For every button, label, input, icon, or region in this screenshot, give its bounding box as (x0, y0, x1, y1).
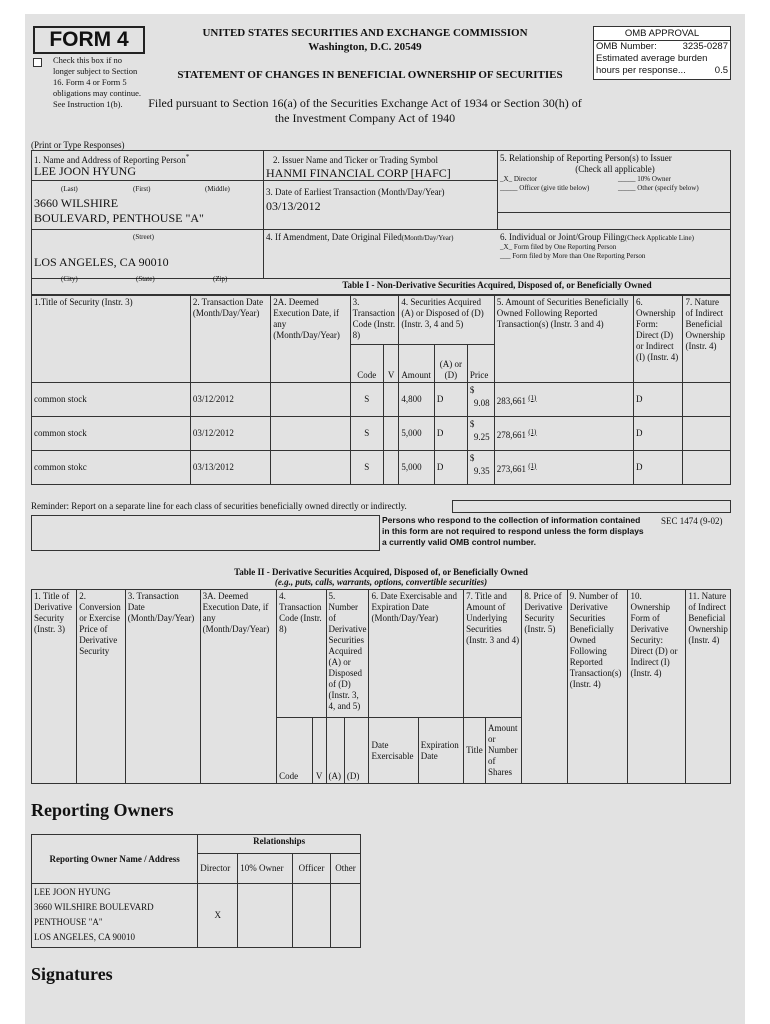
omb-approval-box (593, 26, 731, 80)
t1-h-price: Price (467, 345, 494, 383)
table-row (32, 383, 731, 417)
t1-h-code-sub: Code (350, 345, 383, 383)
row-form: D (633, 417, 683, 451)
row-form: D (633, 383, 683, 417)
state-label: (State) (136, 275, 155, 283)
t2-h-date-ex: Date Exercisable (369, 718, 418, 784)
row-owned: 273,661 $^{(1)}$ (494, 451, 633, 485)
print-note: (Print or Type Responses) (31, 140, 125, 150)
reporting-owners-heading: Reporting Owners (31, 800, 174, 820)
t2-h-exp: Expiration Date (418, 718, 463, 784)
filed-pursuant-2: the Investment Company Act of 1940 (274, 111, 456, 125)
ro-h-relationships: Relationships (198, 835, 361, 854)
t1-h-form: 6. Ownership Form: Direct (D) or Indirect (I) (Instr. 4) (633, 296, 683, 383)
t2-h-amount-col: Amount or Number of Shares (486, 718, 522, 784)
t2-h-a: (A) (326, 718, 344, 784)
row-ad: D (434, 383, 467, 417)
agency-city: Washington, D.C. 20549 (308, 41, 422, 53)
issuer-name: HANMI FINANCIAL CORP [HAFC] (266, 166, 451, 180)
t2-h-code: 4. Transaction Code (Instr. 8) (277, 590, 326, 718)
row-code: S (350, 417, 383, 451)
row-code: S (350, 451, 383, 485)
street-line-2: BOULEVARD, PENTHOUSE "A" (34, 211, 204, 225)
zip-label: (Zip) (213, 275, 228, 283)
no-longer-subject-checkbox[interactable] (33, 58, 42, 67)
row-title: common stock (32, 417, 191, 451)
omb-number-label: OMB Number: (596, 41, 657, 52)
filing-more: ___ Form filed by More than One Reporting Person (500, 252, 646, 260)
t1-h-date: 2. Transaction Date (Month/Day/Year) (190, 296, 270, 383)
row-owned: 278,661 $^{(1)}$ (494, 417, 633, 451)
signatures-heading: Signatures (31, 964, 113, 984)
checkbox-text: Check this box if no longer subject to Section 16. Form 4 or Form 5 obligations may continue. See Instruction 1(b). (53, 55, 142, 109)
street-line-1: 3660 WILSHIRE (34, 196, 119, 210)
rel-ten-pct: _____ 10% Owner (618, 175, 671, 183)
row-date: 03/12/2012 (190, 383, 270, 417)
city-label: (City) (61, 275, 78, 283)
t1-h-aord: (A) or (D) (434, 345, 467, 383)
footnote-link[interactable]: (1) (528, 393, 537, 402)
t2-h-title-col: Title (464, 718, 486, 784)
t2-h-d: (D) (344, 718, 369, 784)
form-title: FORM 4 (49, 28, 129, 51)
t2-h-title: 1. Title of Derivative Security (Instr. 3) (32, 590, 77, 784)
filed-pursuant-1: Filed pursuant to Section 16(a) of the Securities Exchange Act of 1934 or Section 30(h) of (148, 96, 582, 110)
reporter-name: LEE JOON HYUNG (34, 164, 136, 178)
t1-h-nature: 7. Nature of Indirect Beneficial Ownership (Instr. 4) (683, 296, 731, 383)
field2-label: 2. Issuer Name and Ticker or Trading Symbol (273, 155, 438, 165)
reporting-owners-table (31, 834, 361, 948)
row-date: 03/13/2012 (190, 451, 270, 485)
reminder-text: Reminder: Report on a separate line for each class of securities beneficially owned directly or indirectly. (31, 501, 407, 511)
earliest-date: 03/13/2012 (266, 199, 321, 213)
first-label: (First) (133, 185, 151, 193)
t1-h-code: 3. Transaction Code (Instr. 8) (350, 296, 399, 345)
row-price: $ 9.25 (467, 417, 494, 451)
omb-number: 3235-0287 (682, 41, 728, 52)
street-label: (Street) (133, 233, 154, 241)
t2-h-code-sub: Code (277, 718, 312, 784)
ro-h-officer: Officer (293, 854, 331, 884)
field6-label: 6. Individual or Joint/Group Filing(Check Applicable Line) (500, 232, 694, 242)
sec-code: SEC 1474 (9-02) (661, 516, 723, 526)
form-title-box (33, 26, 145, 54)
t2-h-nature: 11. Nature of Indirect Beneficial Ownership (Instr. 4) (686, 590, 731, 784)
t1-h-v: V (383, 345, 398, 383)
t2-h-price: 8. Price of Derivative Security (Instr. 5) (522, 590, 567, 784)
t2-h-number: 5. Number of Derivative Securities Acquired (A) or Disposed of (D) (Instr. 3, 4, and 5) (326, 590, 369, 718)
t2-h-deemed: 3A. Deemed Execution Date, if any (Month/Day/Year) (200, 590, 277, 784)
row-price: $ 9.08 (467, 383, 494, 417)
field3-label: 3. Date of Earliest Transaction (Month/Day/Year) (266, 187, 445, 197)
t2-h-conversion: 2. Conversion or Exercise Price of Derivative Security (77, 590, 125, 784)
omb-hours: 0.5 (714, 65, 728, 76)
row-amount: 5,000 (399, 417, 435, 451)
reminder-box (452, 500, 731, 513)
row-amount: 5,000 (399, 451, 435, 485)
table1-title: Table I - Non-Derivative Securities Acquired, Disposed of, or Beneficially Owned (342, 280, 652, 290)
t2-h-owned: 9. Number of Derivative Securities Beneficially Owned Following Reported Transaction(s) (Instr. 4) (567, 590, 628, 784)
filing-one: _X_ Form filed by One Reporting Person (500, 243, 617, 251)
city-line: LOS ANGELES, CA 90010 (34, 255, 169, 269)
row-ad: D (434, 451, 467, 485)
ro-h-other: Other (331, 854, 361, 884)
row-date: 03/12/2012 (190, 417, 270, 451)
table-row (32, 451, 731, 485)
field5-label: 5. Relationship of Reporting Person(s) to Issuer (500, 153, 672, 163)
rel-director: _X_ Director (500, 175, 538, 183)
table-row (32, 884, 361, 948)
row-ad: D (434, 417, 467, 451)
table2 (31, 589, 731, 784)
field4-label: 4. If Amendment, Date Original Filed(Month/Day/Year) (266, 232, 454, 242)
row-title: common stokc (32, 451, 191, 485)
t1-h-acquired: 4. Securities Acquired (A) or Disposed of (D) (Instr. 3, 4 and 5) (399, 296, 494, 345)
omb-burden-label: Estimated average burden (596, 53, 708, 64)
table2-title: Table II - Derivative Securities Acquired, Disposed of, or Beneficially Owned (234, 567, 528, 577)
footnote-link[interactable]: (1) (528, 461, 537, 470)
ro-owner-address: LEE JOON HYUNG 3660 WILSHIRE BOULEVARD PENTHOUSE "A" LOS ANGELES, CA 90010 (32, 884, 198, 948)
ro-h-director: Director (198, 854, 238, 884)
t1-h-title: 1.Title of Security (Instr. 3) (32, 296, 191, 383)
row-owned: 283,661 $^{(1)}$ (494, 383, 633, 417)
t2-h-form: 10. Ownership Form of Derivative Security: Direct (D) or Indirect (I) (Instr. 4) (628, 590, 686, 784)
row-price: $ 9.35 (467, 451, 494, 485)
ro-director-mark: X (198, 884, 238, 948)
t2-h-date: 3. Transaction Date (Month/Day/Year) (125, 590, 200, 784)
ro-h-name: Reporting Owner Name / Address (32, 835, 198, 884)
table1 (31, 295, 731, 485)
statement-title: STATEMENT OF CHANGES IN BENEFICIAL OWNERSHIP OF SECURITIES (177, 69, 563, 81)
table2-subtitle: (e.g., puts, calls, warrants, options, convertible securities) (274, 577, 488, 587)
t2-h-underlying: 7. Title and Amount of Underlying Securities (Instr. 3 and 4) (464, 590, 522, 718)
middle-label: (Middle) (205, 185, 230, 193)
t1-h-deemed: 2A. Deemed Execution Date, if any (Month/Day/Year) (271, 296, 350, 383)
t1-h-amount: Amount (399, 345, 435, 383)
persons-notice-box (31, 515, 380, 551)
agency-name: UNITED STATES SECURITIES AND EXCHANGE COMMISSION (202, 27, 528, 39)
row-amount: 4,800 (399, 383, 435, 417)
row-title: common stock (32, 383, 191, 417)
omb-hours-label: hours per response... (596, 65, 686, 76)
field5-sub: (Check all applicable) (575, 164, 655, 174)
rel-officer: _____ Officer (give title below) (500, 184, 590, 192)
form-page (25, 14, 745, 1024)
t1-h-owned: 5. Amount of Securities Beneficially Owned Following Reported Transaction(s) (Instr. 3 and 4) (494, 296, 633, 383)
t2-h-exercisable: 6. Date Exercisable and Expiration Date (Month/Day/Year) (369, 590, 464, 718)
row-code: S (350, 383, 383, 417)
row-form: D (633, 451, 683, 485)
last-label: (Last) (61, 185, 78, 193)
omb-title: OMB APPROVAL (594, 27, 730, 41)
table-row (32, 417, 731, 451)
ro-h-ten-pct: 10% Owner (238, 854, 293, 884)
field1-label: 1. Name and Address of Reporting Person* (34, 153, 190, 165)
rel-other: _____ Other (specify below) (618, 184, 699, 192)
t2-h-v: V (312, 718, 326, 784)
footnote-link[interactable]: (1) (528, 427, 537, 436)
persons-notice: Persons who respond to the collection of information contained in this form are not required to respond unless the form displays a currently valid OMB control number. (382, 515, 644, 547)
